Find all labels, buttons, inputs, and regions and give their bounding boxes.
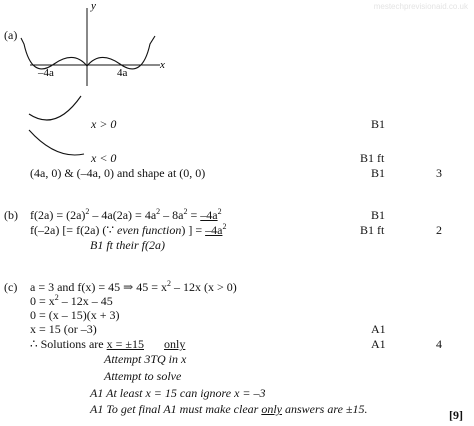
part-c-label: (c) (4, 280, 18, 294)
part-c-line1: a = 3 and f(x) = 45 ⇒ $45 = x^2 - 12x$ (x > 0) (30, 279, 237, 294)
part-b-label: (b) (4, 208, 18, 222)
part-c-line5: ∴ Solutions are x = ±15 only (30, 337, 186, 351)
sketch1-label: x > 0 (91, 117, 117, 131)
part-c-mark4: A1 (371, 322, 386, 336)
tick-right: 4a (117, 67, 128, 79)
part-c-mark5: A1 (371, 337, 386, 351)
part-a-label: (a) (4, 28, 18, 42)
part-b-total: 2 (436, 223, 442, 237)
part-b-mark1: B1 (371, 208, 386, 222)
part-a-line3: (4a, 0) & (–4a, 0) and shape at (0, 0) (30, 166, 206, 180)
y-axis-label: y (91, 0, 96, 12)
curve-right (87, 36, 155, 69)
tick-left: –4a (38, 67, 54, 79)
part-b-line2: f(–2a) [= f(2a) (∵ even function) ] = $-4a^2$ (30, 222, 227, 237)
part-c-line4: x = 15 (or –3) (30, 322, 97, 336)
part-c-total: 4 (436, 337, 442, 351)
part-b-line1: $f(2a) = (2a)^2 - 4a(2a) = 4a^2 - 8a^2 = -4a^2$ (30, 207, 222, 222)
x-axis-label: x (160, 59, 165, 71)
part-c-line3: 0 = (x – 15)(x + 3) (30, 308, 120, 322)
part-a-mark1: B1 (371, 117, 386, 131)
part-a-graph (0, 0, 180, 100)
part-b-note: B1 ft their f(2a) (90, 238, 165, 252)
sketch2-label: x < 0 (91, 151, 117, 165)
part-c-line2: $0 = x^2 - 12x - 45$ (30, 293, 113, 308)
part-c-note2: Attempt to solve (104, 369, 182, 383)
part-a-total: 3 (436, 166, 442, 180)
part-c-note1: Attempt 3TQ in x (104, 352, 187, 366)
watermark: mestechprevisionaid.co.uk (373, 2, 468, 11)
part-a-mark2: B1 ft (360, 151, 385, 165)
part-c-note4: A1 To get final A1 must make clear only answers are ±15. (90, 402, 368, 416)
part-c-note3: A1 At least x = 15 can ignore x = –3 (90, 386, 266, 400)
sketch-negative (26, 126, 88, 162)
part-b-mark2: B1 ft (360, 223, 385, 237)
question-total: [9] (449, 408, 463, 422)
curve-left (21, 38, 87, 69)
part-a-mark3: B1 (371, 166, 386, 180)
